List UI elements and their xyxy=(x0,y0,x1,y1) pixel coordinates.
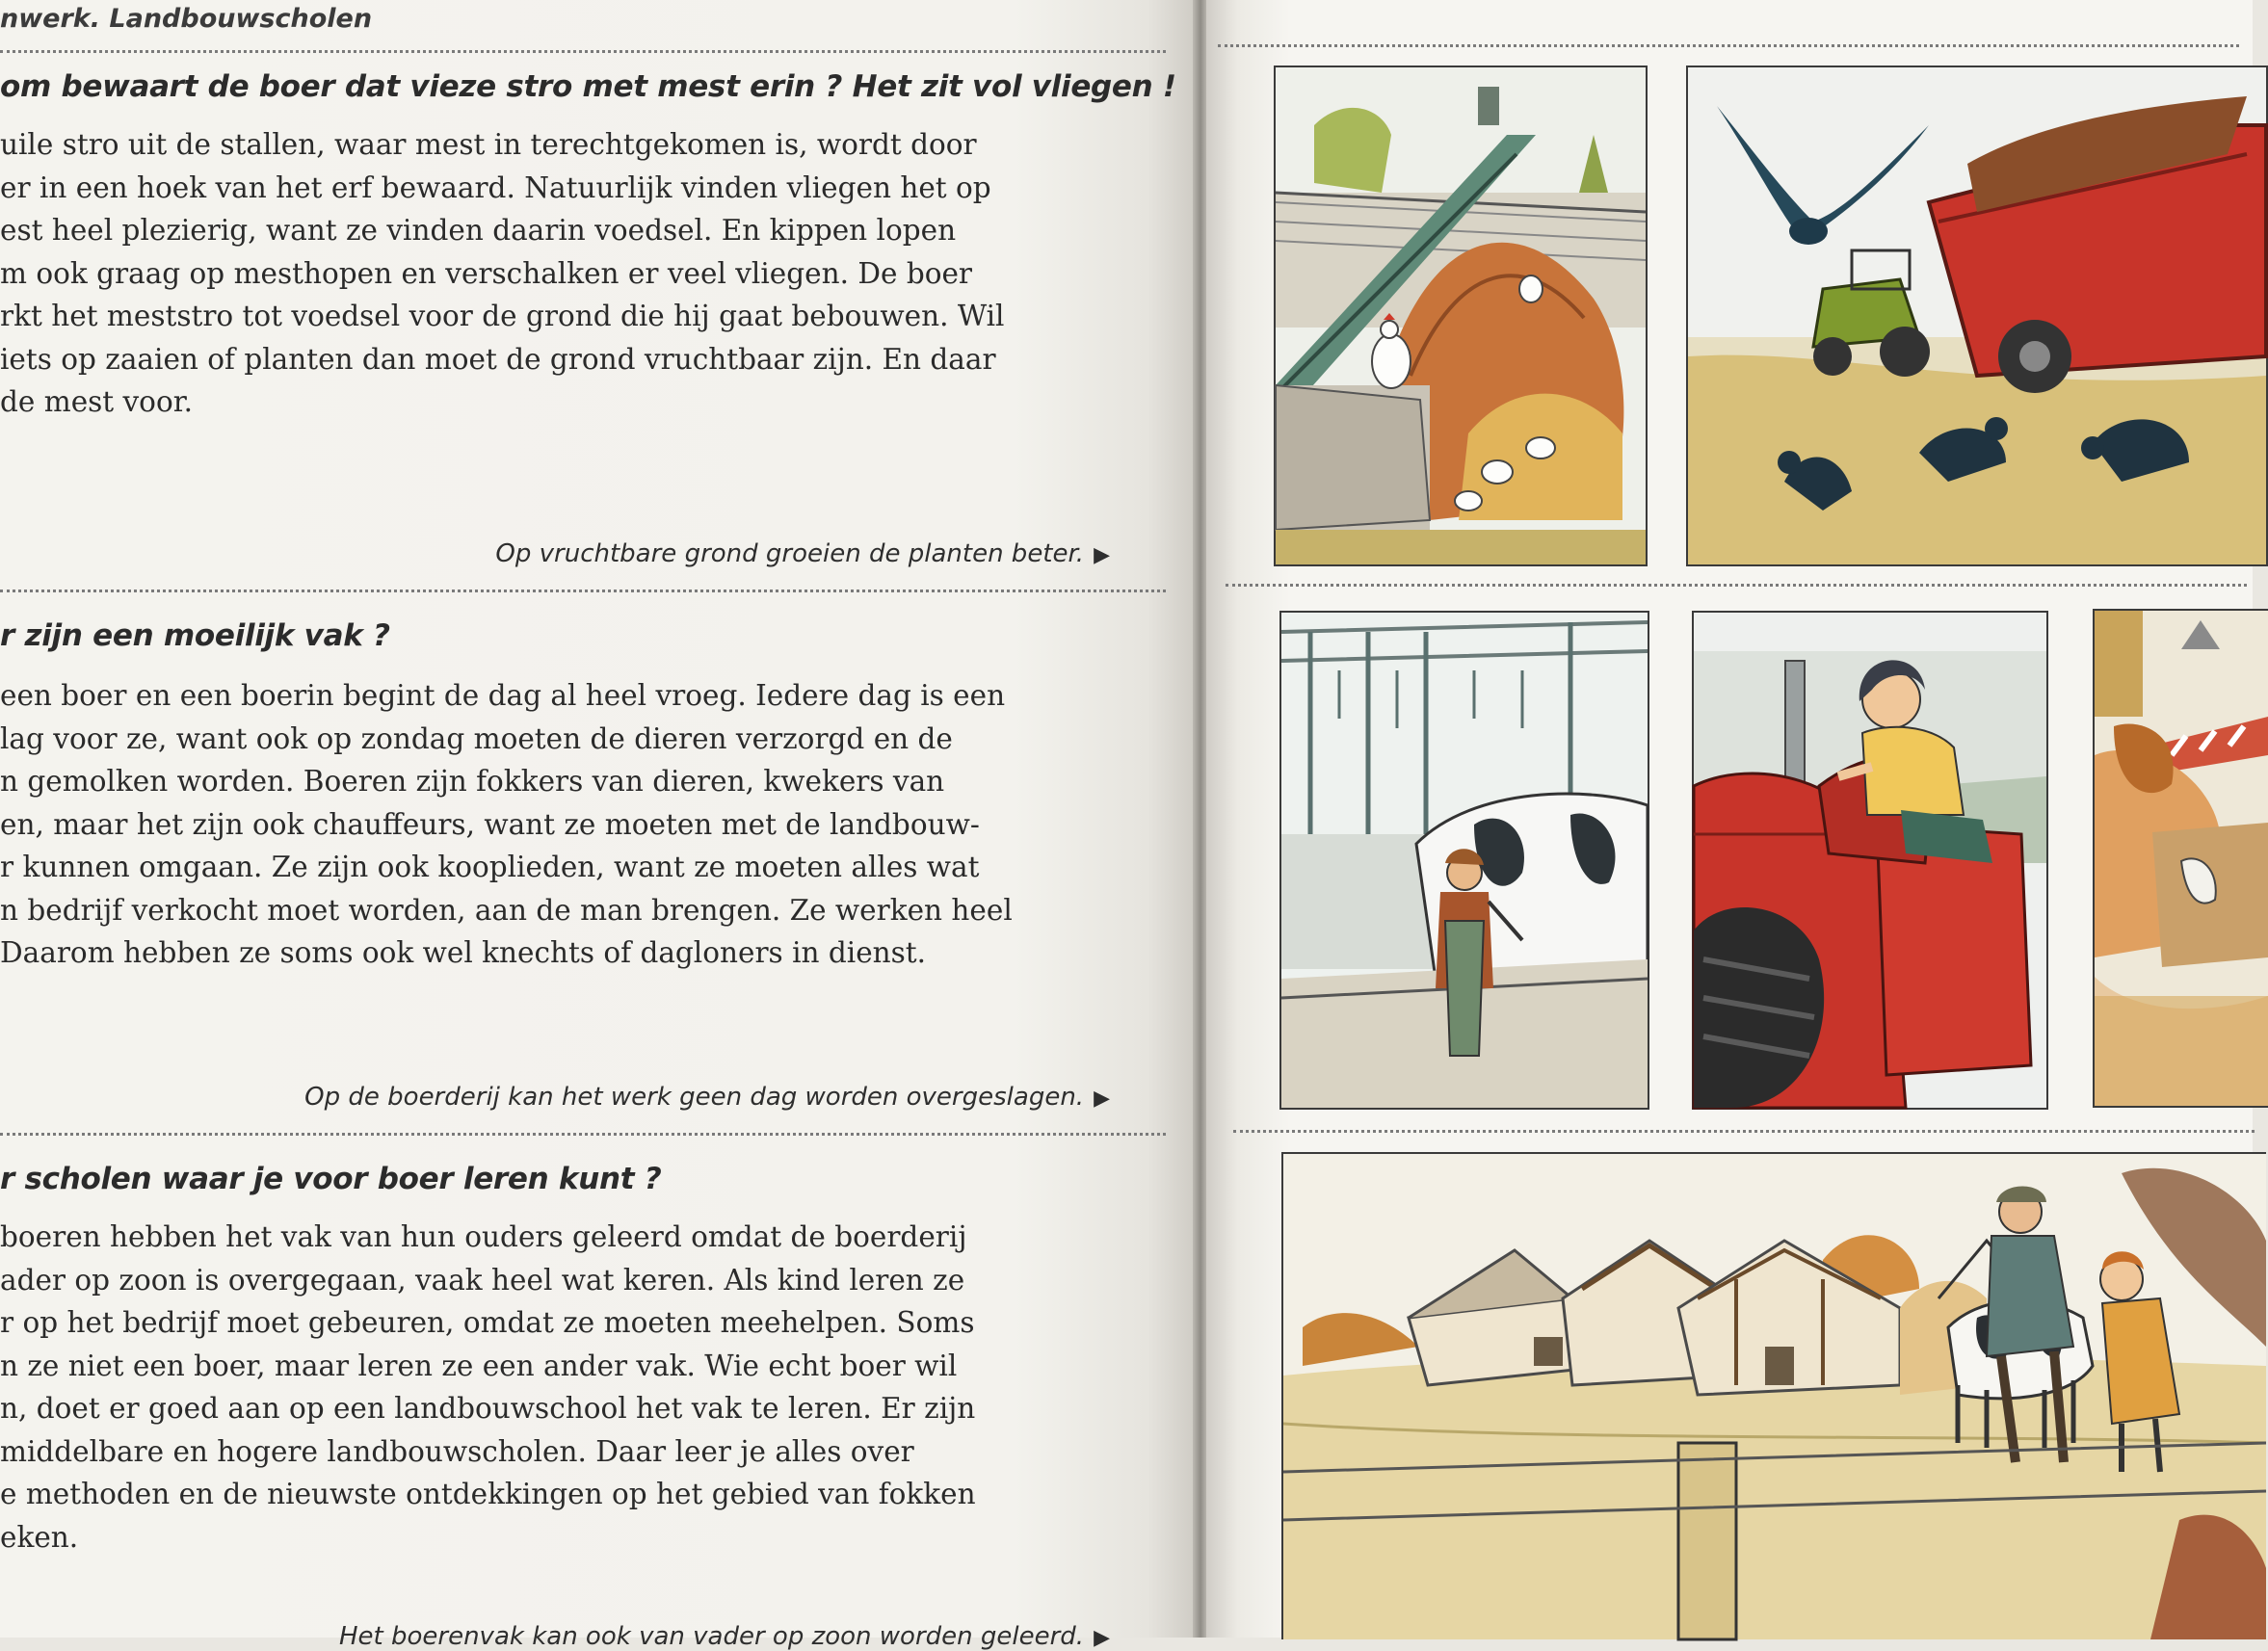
milking-parlour-illustration xyxy=(1279,611,1649,1110)
running-head: nwerk. Landbouwscholen xyxy=(0,4,373,34)
section-body-1 xyxy=(0,123,1118,424)
market-stall-illustration xyxy=(2093,609,2268,1108)
text-line: ader op zoon is overgegaan, vaak heel wat keren. Als kind leren ze xyxy=(0,1263,965,1297)
section-question-3: r scholen waar je voor boer leren kunt ? xyxy=(0,1162,662,1196)
woman-on-red-tractor-illustration xyxy=(1692,611,2048,1110)
text-line: eken. xyxy=(0,1520,79,1554)
text-line: er in een hoek van het erf bewaard. Natuurlijk vinden vliegen het op xyxy=(0,170,991,204)
text-line: m ook graag op mesthopen en verschalken er veel vliegen. De boer xyxy=(0,256,973,290)
section-question-1: om bewaart de boer dat vieze stro met mest erin ? Het zit vol vliegen ! xyxy=(0,69,1176,104)
divider xyxy=(1233,1130,2255,1133)
divider xyxy=(1218,44,2239,47)
text-line: r kunnen omgaan. Ze zijn ook kooplieden, want ze moeten alles wat xyxy=(0,851,980,883)
caption-text: Op vruchtbare grond groeien de planten beter. xyxy=(495,539,1085,568)
divider xyxy=(0,590,1166,592)
text-line: de mest voor. xyxy=(0,385,193,418)
section-body-3 xyxy=(0,1216,1118,1559)
caption-text: Op de boerderij kan het werk geen dag worden overgeslagen. xyxy=(304,1083,1085,1112)
text-line: n gemolken worden. Boeren zijn fokkers van dieren, kwekers van xyxy=(0,765,945,798)
section-caption-1 xyxy=(495,539,1110,568)
text-line: rkt het meststro tot voedsel voor de grond die hij gaat bebouwen. Wil xyxy=(0,300,1005,332)
farm-landscape-calf-illustration xyxy=(1281,1152,2266,1639)
text-line: r op het bedrijf moet gebeuren, omdat ze moeten meehelpen. Soms xyxy=(0,1306,975,1339)
arrow-right-icon: ▶ xyxy=(1094,1087,1110,1111)
section-question-2: r zijn een moeilijk vak ? xyxy=(0,618,390,653)
caption-text: Het boerenvak kan ook van vader op zoon worden geleerd. xyxy=(338,1622,1085,1651)
section-body-2 xyxy=(0,674,1118,975)
crows-tractor-trailer-illustration xyxy=(1686,66,2268,566)
arrow-right-icon: ▶ xyxy=(1094,1626,1110,1650)
manure-heap-chickens-illustration xyxy=(1274,66,1648,566)
text-line: een boer en een boerin begint de dag al heel vroeg. Iedere dag is een xyxy=(0,679,1006,712)
text-line: n, doet er goed aan op een landbouwschool het vak te leren. Er zijn xyxy=(0,1392,976,1425)
text-line: n ze niet een boer, maar leren ze een ander vak. Wie echt boer wil xyxy=(0,1349,958,1382)
section-caption-2 xyxy=(304,1083,1110,1112)
divider xyxy=(0,1133,1166,1136)
text-line: n bedrijf verkocht moet worden, aan de man brengen. Ze werken heel xyxy=(0,893,1013,927)
text-line: en, maar het zijn ook chauffeurs, want ze moeten met de landbouw- xyxy=(0,807,980,841)
right-page xyxy=(1206,0,2253,1638)
divider xyxy=(1226,584,2247,587)
text-line: boeren hebben het vak van hun ouders geleerd omdat de boerderij xyxy=(0,1220,967,1253)
section-caption-3 xyxy=(339,1622,1110,1651)
text-line: Daarom hebben ze soms ook wel knechts of dagloners in dienst. xyxy=(0,936,927,969)
text-line: lag voor ze, want ook op zondag moeten de dieren verzorgd en de xyxy=(0,721,953,755)
text-line: e methoden en de nieuwste ontdekkingen op het gebied van fokken xyxy=(0,1478,976,1510)
text-line: uile stro uit de stallen, waar mest in terechtgekomen is, wordt door xyxy=(0,128,977,161)
text-line: est heel plezierig, want ze vinden daarin voedsel. En kippen lopen xyxy=(0,214,957,247)
divider xyxy=(0,50,1166,53)
text-line: iets op zaaien of planten dan moet de grond vruchtbaar zijn. En daar xyxy=(0,342,996,376)
text-line: middelbare en hogere landbouwscholen. Daar leer je alles over xyxy=(0,1434,914,1468)
arrow-right-icon: ▶ xyxy=(1094,543,1110,567)
